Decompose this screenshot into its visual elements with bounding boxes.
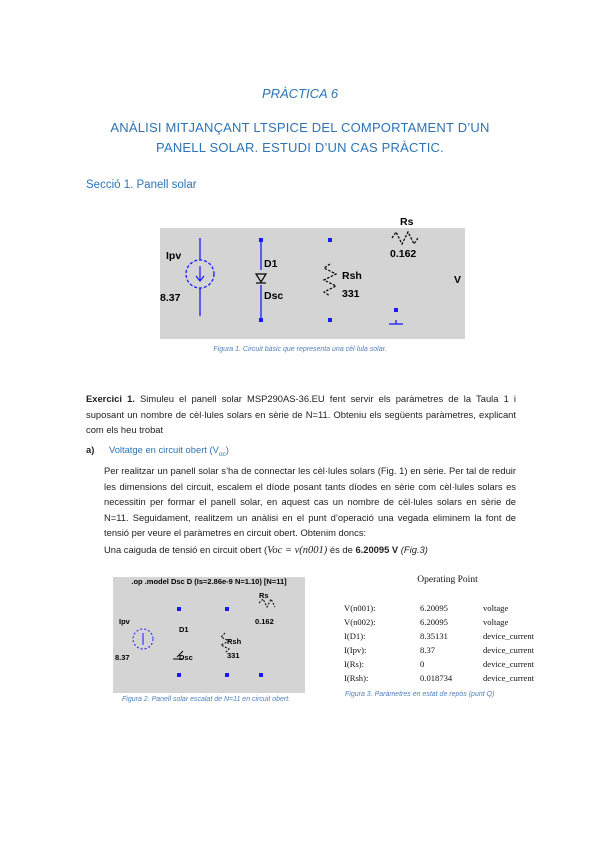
item-a-title [108, 444, 229, 458]
rs-resistor-symbol [259, 599, 275, 607]
diode-symbol [256, 274, 266, 282]
op-row-value: 8.35131 [420, 631, 448, 641]
op-row-type: device_current [483, 645, 535, 655]
model-directive: .op .model Dsc D (Is=2.86e-9 N=1.10) [N=11] [131, 577, 287, 586]
item-a-result [104, 542, 524, 559]
op-row-name: I(Rsh): [344, 673, 369, 683]
item-a-heading [86, 442, 229, 462]
figure-1-circuit [160, 216, 465, 339]
result-middle: és de [327, 544, 356, 555]
op-row-value: 8.37 [420, 645, 436, 655]
rs-value: 0.162 [390, 248, 417, 260]
figure-2-caption: Figura 2. Panell solar escalat de N=11 en circuit obert. [122, 696, 291, 703]
item-a-paragraph: Per realitzar un panell solar s’ha de connectar les cèl·lules solars (Fig. 1) en sèrie. Per tal de reduir les dimensions del circuit, escalem el díode posant tants díodes en sèrie com cèl·lules solars es necessitin per formar el panell solar, en aquest cas un nombre de cèl·lules solars en sèrie de N=11. Seguidament, realitzem un anàlisi en el punt d’operació una vegada eliminem la font de tensió per veure el paràmetres en circuit obert. Obtenim doncs: [104, 465, 516, 539]
circuit-schematic [160, 228, 465, 339]
ipv-value: 8.37 [115, 653, 130, 662]
result-value: 6.20095 V [355, 544, 399, 555]
figure-3-operating-point [340, 575, 555, 690]
rsh-value: 331 [342, 288, 360, 300]
node-dot [259, 238, 263, 242]
op-row-name: I(Rs): [344, 659, 365, 669]
ipv-label: Ipv [166, 250, 182, 262]
d1-label: D1 [264, 258, 278, 270]
rs-value: 0.162 [255, 617, 274, 626]
exercise-label: Exercici 1. [86, 393, 135, 404]
node-dot [394, 308, 398, 312]
node-dot [259, 673, 263, 677]
node-dot [177, 607, 181, 611]
result-prefix: Una caiguda de tensió en circuit obert ( [104, 544, 268, 555]
d1-label: D1 [179, 625, 189, 634]
rsh-label: Rsh [227, 637, 242, 646]
op-row-type: device_current [483, 673, 535, 683]
item-a-subscript: oc [218, 450, 226, 458]
op-row-name: V(n002): [344, 617, 376, 627]
rs-resistor-symbol [392, 232, 418, 244]
node-dot [225, 673, 229, 677]
op-row-value: 6.20095 [420, 603, 448, 613]
v-label: V [454, 274, 462, 286]
node-dot [328, 238, 332, 242]
section-heading: Secció 1. Panell solar [86, 179, 197, 191]
ipv-value: 8.37 [160, 292, 181, 304]
item-a-marker: a) [86, 444, 95, 455]
document-title-line-1: ANÀLISI MITJANÇANT LTSPICE DEL COMPORTAMENT D’UN [110, 120, 490, 135]
dsc-label: Dsc [264, 290, 284, 302]
ipv-label: Ipv [119, 617, 130, 626]
op-row-value: 6.20095 [420, 617, 448, 627]
figure-1-caption: Figura 1. Circuit bàsic que representa una cèl·lula solar. [213, 346, 387, 353]
result-formula: Voc = v(n001) [267, 545, 328, 556]
op-row-value: 0.018734 [420, 673, 453, 683]
item-a-title-text: Voltatge en circuit obert (V [108, 444, 219, 455]
item-a-title-close: ) [225, 444, 229, 455]
rs-label: Rs [259, 591, 269, 600]
op-row-type: device_current [483, 659, 535, 669]
node-dot [259, 318, 263, 322]
document-title-line-2: PANELL SOLAR. ESTUDI D’UN CAS PRÀCTIC. [156, 140, 444, 155]
op-row-value: 0 [420, 659, 425, 669]
node-dot [177, 673, 181, 677]
small-circuit-schematic [113, 577, 305, 693]
op-row-type: voltage [483, 617, 509, 627]
op-row-name: I(Ipv): [344, 645, 367, 655]
op-row-type: device_current [483, 631, 535, 641]
rsh-value: 331 [227, 651, 240, 660]
rsh-label: Rsh [342, 270, 362, 282]
figure-3-caption: Figura 3. Paràmetres en estat de repòs (punt Q) [345, 691, 495, 698]
op-row-type: voltage [483, 603, 509, 613]
rs-label: Rs [400, 216, 414, 228]
operating-point-title: Operating Point [417, 575, 478, 585]
practice-label: PRÀCTICA 6 [261, 86, 339, 101]
node-dot [225, 607, 229, 611]
exercise-text: Simuleu el panell solar MSP290AS-36.EU fent servir els paràmetres de la Taula 1 i suposant un nombre de cèl·lules solars en sèrie de N=11. Obteniu els següents paràmetres, explicant com els heu trobat [86, 393, 516, 436]
op-row-name: V(n001): [344, 603, 376, 613]
op-row-name: I(D1): [344, 631, 366, 641]
rsh-resistor-symbol [324, 264, 336, 296]
exercise-paragraph [86, 391, 516, 438]
node-dot [328, 318, 332, 322]
figure-2-circuit [113, 577, 305, 693]
dsc-label: Dsc [179, 653, 193, 662]
result-ref: (Fig.3) [398, 544, 428, 555]
